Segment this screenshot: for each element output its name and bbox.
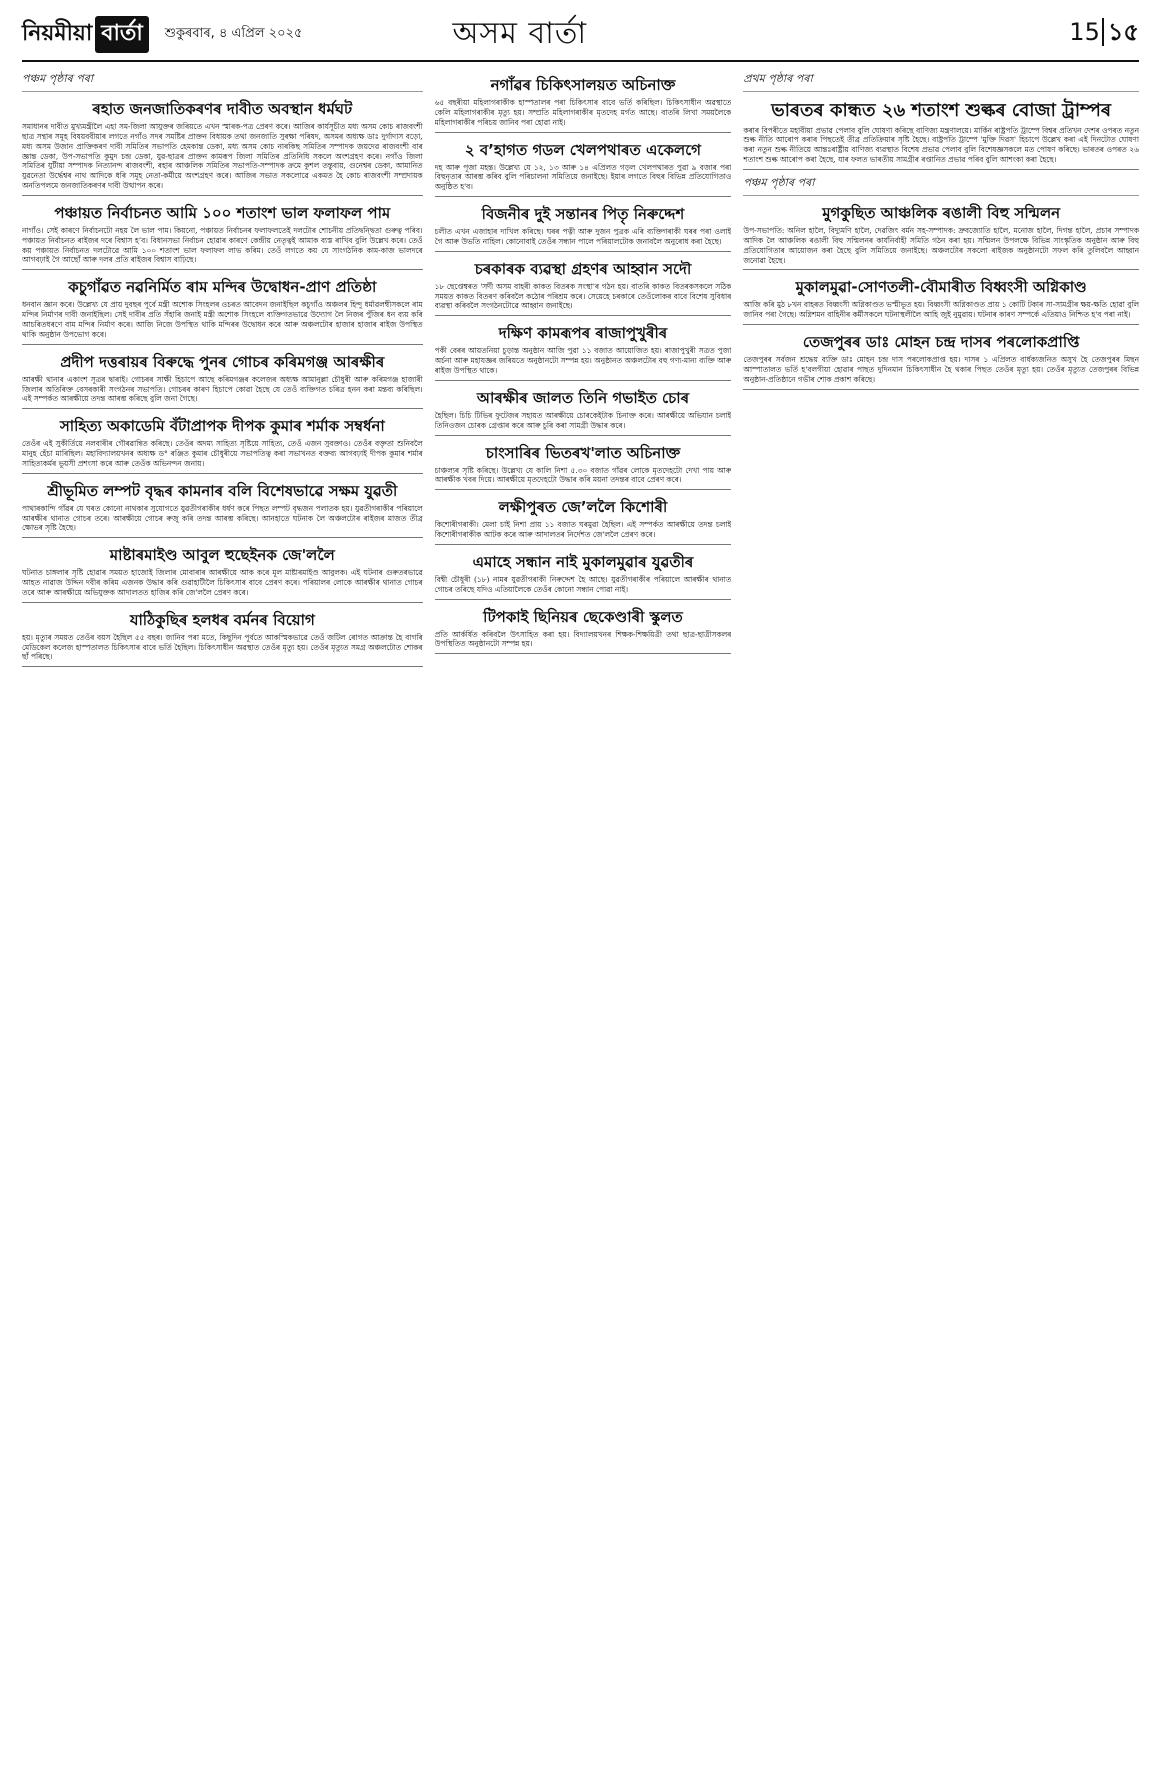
article-divider	[435, 544, 732, 545]
article-body: বিশ্বী চৌধুৰী (১৮) নামৰ যুৱতীগৰাকী নিৰুদ্দেশ হৈ আছে। যুৱতীগৰাকীৰ পৰিয়ালে আৰক্ষীৰ থানাত গোচৰ তৰিছে যদিও এতিয়ালৈকে তেওঁৰ কোনো সন্ধান পোৱা নাই।	[434, 574, 732, 594]
article-divider	[435, 435, 732, 436]
article-divider	[743, 169, 1139, 170]
article-headline: এমাহে সন্ধান নাই মুকালমুৱাৰ যুৱতীৰ	[472, 552, 694, 571]
article-headline: তেজপুৰৰ ডাঃ মোহন চন্দ্ৰ দাসৰ পৰলোকপ্ৰাপ্তি	[802, 333, 1080, 352]
article-body: কিশোৰীগৰাকী। মেলা চাই নিশা প্ৰায় ১১ বজাত ঘৰমুৱা হৈছিল। এই সম্পৰ্কত আৰক্ষীয়ে তদন্ত চলাই কিশোৰীগৰাকীক আটক কৰে আৰু আদালতৰ নিৰ্দেশত জে'ললৈ প্ৰেৰণ কৰে।	[434, 520, 732, 540]
column-3	[743, 68, 1139, 1776]
article-headline: কচুগাঁৱত নৱনিৰ্মিত ৰাম মন্দিৰ উদ্বোধন-প্ৰাণ প্ৰতিষ্ঠা	[68, 278, 377, 297]
article-divider	[743, 389, 1139, 390]
page-number-bn: ১৫	[1102, 18, 1139, 46]
article-list	[743, 204, 1139, 390]
article-divider	[435, 315, 732, 316]
article-body: ধনবান জ্ঞান কৰে। উল্লেখ্য যে প্ৰায় দুবছৰ পূৰ্বে মন্ত্ৰী অশোক সিংহলৰ ওচৰত আবেদন জনাইছিল কচুগাঁও অঞ্চলৰ হিন্দু ধৰ্মাৱলম্বীসকলে ৰাম মন্দিৰ নিৰ্মাণৰ দাবী জনাইছিল। সেই দাবীৰ প্ৰতি সঁহাৰি জনাই মন্ত্ৰী অশোক সিংহলে ব্যক্তিগতভাৱে উদ্যোগ লৈ নিজৰ পুঁজিৰ ধন ব্যয় কৰি আচৰিতধৰণে বাম মন্দিৰ নিৰ্মাণ কৰে। আজি নিজে উপস্থিত থাকি মন্দিৰৰ উদ্বোধন কৰে আৰু অঞ্চলটোৰ হাজাৰ হাজাৰ ৰাইজ উপস্থিত থাকি অনুষ্ঠান উপভোগ কৰে।	[22, 300, 423, 339]
article-divider	[435, 196, 732, 197]
article-headline: চাংসাৰিৰ ভিতৰখ'লাত অচিনাক্ত	[485, 443, 681, 462]
article-headline: পঞ্চায়ত নিৰ্বাচনত আমি ১০০ শতাংশ ভাল ফলাফল পাম	[54, 203, 391, 222]
article-list	[743, 100, 1139, 170]
article-body: আজি কৰি মুঠ ৮খন বাহৰত বিধ্বংসী অগ্নিকাণ্ডত ভস্মীভূত হয়। বিধ্বংসী অগ্নিকাণ্ডত প্ৰায় ১ কোটি টকাৰ সা-সামগ্ৰীৰ ক্ষয়-ক্ষতি হোৱা বুলি জানিব পৰা গৈছে। অগ্নিশমন বাহিনীৰ কৰ্মীসকলে ঘটনাস্থলীলৈ আহি জুই নুমুৱায়। ঘটনাৰ কাৰণ সম্পৰ্কে এতিয়াও নিশ্চিত হ'ব পৰা নাই।	[743, 300, 1139, 320]
article-body: হৈছিল। চিচি টিভিৰ ফুটেজৰ সহায়ত আৰক্ষীয়ে চোৰকেইটাক চিনাক্ত কৰে। আৰক্ষীয়ে অভিযান চলাই তিনিওজন চোৰক গ্ৰেপ্তাৰ কৰে আৰু চুৰি কৰা সামগ্ৰী উদ্ধাৰ কৰে।	[434, 410, 732, 430]
article-divider	[22, 269, 423, 270]
section-title: অসম বাৰ্তা	[452, 15, 588, 51]
page-number-en: 15	[1069, 18, 1100, 46]
column-2	[435, 68, 732, 1776]
article-headline: ৰহাত জনজাতিকৰণৰ দাবীত অবস্থান ধৰ্মঘট	[92, 100, 353, 118]
newspaper-logo	[22, 16, 149, 53]
article-body: প্ৰতি আৰ্কৰ্ষিত কৰিবলৈ উৎসাহিত কৰা হয়। বিদ্যালয়খনৰ শিক্ষক-শিক্ষয়িত্ৰী তথা ছাত্ৰ-ছাত্ৰীসকলৰ উপস্থিতিত অনুষ্ঠানটো সম্পন্ন হয়।	[434, 629, 732, 649]
article-headline: দক্ষিণ কামৰূপৰ ৰাজাপুখুৰীৰ	[498, 324, 668, 343]
article-headline: মাষ্টাৰমাইণ্ড আবুল হুছেইনক জে'ললৈ	[109, 546, 335, 565]
article-body: ১৮ ছেপ্তেম্বৰত 'সৰ্দী অসম বাহৰী কাকত বিতৰক সংস্থা'ৰ গঠন হয়। বাতৰি কাকত বিতৰকসকলে সঠিক সময়ত কাকত বিতৰণ কৰিবলৈ কঠোৰ পৰিশ্ৰম কৰে। সেয়েহে চৰকাৰে তেওঁলোকৰ বাবে বিশেষ সুবিধাৰ ব্যৱস্থা কৰিবলৈ সংগঠনটোৱে আহ্বান জনাইছে।	[434, 281, 732, 311]
article-body: নাগাঁও। সেই কাৰণে নিৰ্বাচনটো নহয় লৈ ভাল পাম। কিয়নো, পঞ্চায়ত নিৰ্বাচনৰ ফলাফলতেই দলটোৰ শোচনীয় প্ৰতিদ্বন্দ্বিতা গুৰুত্ব পৰিব। পঞ্চায়ত নিৰ্বাচনত ৰাইজৰ দৰে বিশ্বাস হ’ব। বিধানসভা নিৰ্বাচন হোৱাৰ কাৰণে কেন্দ্ৰীয় নেতৃত্বই আমাক ব্যস্ত ৰাখিব বুলি উল্লেখ কৰে। তেওঁ কয় পঞ্চায়ত নিৰ্বাচনত দলটোৱে আমি ১০০ শতাংশ ভাল ফলাফল লাভ কৰিম। তেওঁ লগতে কয় যে সাংগঠনিক কাম-কাজ ভালদৰে আগবঢ়াই গৈ আছোঁ আৰু দলৰ প্ৰতি ৰাইজৰ বিশ্বাস বাঢ়িছে।	[22, 225, 423, 265]
article-divider	[22, 473, 423, 474]
article-divider	[743, 324, 1139, 325]
article-divider	[22, 537, 423, 538]
article-headline: আৰক্ষীৰ জালত তিনি গভাইত চোৰ	[476, 388, 690, 407]
article-headline: চৰকাৰক ব্যৱস্থা গ্ৰহণৰ আহ্বান সদৌ	[474, 259, 692, 278]
continued-label: প্ৰথম পৃষ্ঠাৰ পৰা	[743, 70, 1139, 92]
article-body: চাঞ্চল্যৰ সৃষ্টি কৰিছে। উল্লেখ্য যে কালি নিশা ৫.৩০ বজাত গাঁৱৰ লোকে মৃতদেহটো দেখা পায় আৰু আৰক্ষীক খবৰ দিয়ে। আৰক্ষীয়ে মৃতদেহটো উদ্ধাৰ কৰি ময়না তদন্তৰ বাবে প্ৰেৰণ কৰে।	[434, 465, 732, 485]
article-divider	[22, 408, 423, 409]
article-body: তেজপুৰৰ সৰ্বজন শ্ৰদ্ধেয় ব্যক্তি ডাঃ মোহন চন্দ্ৰ দাস পৰলোকপ্ৰাপ্ত হয়। দাসৰ ১ এপ্ৰিলত বাৰ্ধক্যজনিত অসুখ হৈ তেজপুৰৰ মিছন আস্পাতালত ভৰ্তি হ'বলগীয়া হোৱাৰ পাছত দুদিনমান চিকিৎসাধীন হৈ থকাৰ পিছত তেওঁৰ মৃত্যু হয়। তেওঁৰ মৃত্যুত তেজপুৰৰ বিভিন্ন অনুষ্ঠান-প্ৰতিষ্ঠানে গভীৰ শোক প্ৰকাশ কৰিছে।	[743, 355, 1139, 384]
article-headline: মুকালমুৱা-সোণতলী-বৌমাৰীত বিধ্বংসী অগ্নিকাণ্ড	[795, 278, 1087, 297]
article-body: তেওঁৰ এই সুকীৰ্তিয়ে নলবাৰীৰ গৌৰৱান্বিত কৰিছে। তেওঁৰ অদম্য সাহিত্য সৃষ্টিয়ে সাহিত্য, তেওঁ এজন সুবক্তাও। তেওঁৰ বক্তৃতা শুনিবলৈ মানুহ হেঁচা মাৰিছিল। মহাবিদ্যালয়খনৰ অধ্যক্ষ ড° ৰঞ্জিত কুমাৰ চৌধুৰীয়ে সভাপতিত্ব কৰা সভাখনত বক্তব্য আগবঢ়াই দীপক কুমাৰ শৰ্মাৰ সাহিত্যকৰ্মৰ ভূয়সী প্ৰশংসা কৰে আৰু তেওঁক অভিনন্দন জনায়।	[22, 439, 423, 468]
article-body: ঘটনাত চাঙ্গলাৰ সৃষ্টি হোৱাৰ সময়ত হাজোই জিলাৰ মোবাৰাৰ আৰক্ষীয়ে আক কৰে মূল মাষ্টাৰমাইণ্ড আবুলক। এই ঘটনাৰ গুৰুতৰভাৱে আহত নাৱাজ উদ্দিন দবীৰ কৰিম এজনক উদ্ধাৰ কৰি গুৱাহাটীলৈ চিকিৎসাৰ বাবে প্ৰেৰণ কৰে। পৰিয়ালৰ লোকে আৰক্ষীৰ থানাত গোচৰ তৰে আৰু আৰক্ষীয়ে অভিযুক্তক আদালতত হাজিৰ কৰি জে'ললৈ প্ৰেৰণ কৰে।	[22, 568, 423, 597]
article-headline: প্ৰদীপ দত্তৰায়ৰ বিৰুদ্ধে পুনৰ গোচৰ কৰিমগঞ্জ আৰক্ষীৰ	[60, 352, 385, 371]
article-headline: টিপকাই ছিনিয়ৰ ছেকেণ্ডাৰী স্কুলত	[483, 607, 683, 626]
article-divider	[22, 344, 423, 345]
article-body: ৬৫ বছৰীয়া মহিলাগৰাকীক হাস্পতালৰ পৰা চিকিৎসাৰ বাবে ভৰ্তি কৰিছিল। চিকিৎসাধীন অৱস্থাতে কেলি মহিলাগৰাকীৰ মৃত্যু হয়। সম্প্ৰতি মহিলাগৰাকীৰ মৃতদেহ মৰ্গত আছে। বাতৰি লিখা সময়লৈকে মহিলাগৰাকীৰ পৰিচয় জানিব পৰা হোৱা নাই।	[434, 98, 732, 127]
article-divider	[435, 380, 732, 381]
article-headline: নগাঁৱৰ চিকিৎসালয়ত অচিনাক্ত	[490, 76, 676, 94]
article-divider	[22, 666, 423, 667]
logo-part-1: নিয়মীয়া	[22, 20, 93, 46]
article-body: পকী বেৰৰ আয়তনিয়া চুড়ান্ত অনুষ্ঠান আজি পুৱা ১১ বজাত আয়োজিত হয়। ৰাজাপুখুৰী সত্ৰত পুজা অৰ্চনা আৰু মহাযজ্ঞৰ জৰিয়তে অনুষ্ঠানটো সম্পন্ন হয়। অনুষ্ঠানত অঞ্চলটোৰ বহু গণ্য-মান্য ব্যক্তি আৰু ৰাইজ উপস্থিত থাকে।	[434, 346, 732, 375]
article-headline: যাঠিকুছিৰ হলধৰ বৰ্মনৰ বিয়োগ	[129, 610, 315, 629]
article-headline: লক্ষীপুৰত জে’ললৈ কিশোৰী	[498, 498, 668, 517]
article-divider	[22, 602, 423, 603]
columns	[22, 68, 1139, 1776]
masthead	[22, 8, 1139, 62]
article-divider	[435, 599, 732, 600]
article-body: কৰাৰ বিপৰীতে মহাবীয়া প্ৰভাৱ পেলাব বুলি ঘোষণা কৰিছে বাণিজ্য মন্ত্ৰণালয়ে। মাৰ্কিন ৰাষ্ট্ৰপতি ট্ৰাম্পে বিশ্বৰ প্ৰতিখন দেশৰ ওপৰত নতুন শুল্ক নীতি আৰোপ কৰাৰ পিছতেই তীব্ৰ প্ৰতিক্ৰিয়াৰ সৃষ্টি হৈছে। বাষ্ট্ৰপতি ট্ৰাম্পে 'মুক্তি দিৱস' হিচাপে উল্লেখ কৰা এই দিনটোত ঘোষণা কৰা নতুন শুল্ক নীতিয়ে আন্তঃৰাষ্ট্ৰীয় বাণিজ্য ব্যৱস্থাত বিশেষ প্ৰভাৱ পেলাব বুলি বিশেষজ্ঞসকলে মত পোষণ কৰিছে। ভাৰতৰ ওপৰত ২৬ শতাংশ শুল্ক আৰোপ কৰা হৈছে, যাৰ ফলত ভাৰতীয় সামগ্ৰীৰ ৰপ্তানিত প্ৰভাৱ পৰিব বুলি আশংকা কৰা হৈছে।	[743, 125, 1139, 165]
column-1	[22, 68, 423, 1776]
article-divider	[435, 251, 732, 252]
article-body: উপ-সভাপতি: অনিল হালৈ, বিদ্যুমণি হালৈ, দেৱজিৎ বৰ্মন সহ-সম্পাদক: দ্ৰুবজ্যোতি হালৈ, মনোজ হালৈ, দিগন্ত হালৈ, প্ৰচাৰ সম্পাদক আদিক লৈ আঞ্চলিক ৰঙালী বিহু সন্মিলনৰ কাৰ্যনিৰ্বাহী সমিতি গঠন কৰা হয়। সন্মিলন উপলক্ষে বিভিন্ন সাংস্কৃতিক অনুষ্ঠান আৰু বিহু প্ৰতিযোগিতাৰ আয়োজন কৰা হৈছে বুলি সমিতিয়ে জনাইছে। অঞ্চলটোৰ সকলো ৰাইজক অনুষ্ঠানটো সফল কৰি তুলিবলৈ আহ্বান জনোৱা হৈছে।	[743, 225, 1139, 265]
article-divider	[435, 489, 732, 490]
article-body: আৰক্ষী থানাৰ একাংশ সূত্ৰৰ দ্বাৰাই। গোচৰৰ সাক্ষী হিচাপে আছে কৰিমগঞ্জৰ কলেজৰ অধ্যক্ষ আমানুল্লা চৌধুৰী আৰু কৰিমগঞ্জ হাজাৰী জিলাৰ অতিৰিক্ত বেসৰকাৰী সংগঠনৰ সভাপতি। গোচৰৰ কাৰণ হিচাপে কোৱা হৈছে যে তেওঁ ব্যক্তিগত চৰিত্ৰ হনন কৰা মন্তব্য কৰিছিল। এই সম্পৰ্কত আৰক্ষীয়ে তদন্ত আৰম্ভ কৰিছে বুলি জনা গৈছে।	[22, 374, 423, 404]
continued-label: পঞ্চম পৃষ্ঠাৰ পৰা	[743, 174, 1139, 196]
article-body: পাথাৰকান্দি গাঁৱৰ যে ঘৰত কোনো নাথকাৰ সুযোগতে যুৱতীগৰাকীৰ ধৰ্ষণ কৰে পিছত লম্পট বৃদ্ধজন পলাতক হয়। যুৱতীগৰাকীৰ পৰিয়ালে আৰক্ষীৰ থানাত গোচৰ তৰে। আৰক্ষীয়ে গোচৰ ৰুজু কৰি তদন্ত আৰম্ভ কৰিছে। আনহাতে ঘটনাক লৈ অঞ্চলটোৰ ৰাইজৰ মাজত তীব্ৰ ক্ষোভৰ সৃষ্টি হৈছে।	[22, 503, 423, 533]
article-headline: সাহিত্য অকাডেমি বঁটাপ্ৰাপক দীপক কুমাৰ শৰ্মাক সম্বৰ্ধনা	[59, 417, 385, 436]
article-divider	[435, 132, 732, 133]
article-body: হয়। মৃত্যুৰ সময়ত তেওঁৰ বয়স হৈছিল ৫৫ বছৰ। জানিব পৰা মতে, কিছুদিন পূৰ্বতে আকস্মিকভাৱে তেওঁ জটিল ৰোগত আক্ৰান্ত হৈ বাগৰি মেডিকেল কলেজ হাস্পতালত চিকিৎসাৰ বাবে ভৰ্তি হৈছিল। চিকিৎসাধীন অৱস্থাত তেওঁৰ মৃত্যু হয়। তেওঁৰ মৃত্যুত সমগ্ৰ অঞ্চলটোত শোকৰ ছাঁ পৰিছে।	[22, 632, 423, 662]
article-headline: ভাৰতৰ কান্ধত ২৬ শতাংশ শুল্কৰ বোজা ট্ৰাম্পৰ	[771, 100, 1112, 121]
article-divider	[743, 269, 1139, 270]
article-divider	[435, 653, 732, 654]
article-body: চলীত এখন এজাহাৰ দাখিল কৰিছে। ঘৰৰ পত্নী আৰু দুজন পুত্ৰক এৰি ব্যক্তিগৰাকী ঘৰৰ পৰা ওলাই গৈ আৰু উভতি নাহিল। কোনোবাই তেওঁৰ সন্ধান পালে পৰিয়ালটোক জনাবলৈ অনুৰোধ কৰা হৈছে।	[434, 227, 732, 246]
dateline: শুকুৰবাৰ, ৪ এপ্ৰিল ২০২৫	[164, 25, 303, 41]
article-headline: ২ ব’হাগত গডল খেলপথাৰত একেলগে	[464, 140, 702, 159]
article-list	[435, 76, 732, 654]
article-body: সমাধানৰ দাবীত মুখ্যমন্ত্ৰীলৈ এহা সম-জিলা আযুক্তৰ জৰিয়তে এখন স্মাৰক-পত্ৰ প্ৰেৰণ কৰে। আজিৰ কাৰ্যসূচীত মধ্য অসম কোচ ৰাজবংশী ছাত্ৰ সন্থাৰ সমূহ বিষয়ববীয়াৰ লগতে নগাঁও সদৰ সমষ্টিৰ প্ৰাক্তন বিধায়ক তথা জনজাতি সুৰক্ষা পৰিষদ, অসমৰ অধ্যক্ষ ডাঃ দুৰ্গাদাস বড়ো, মধ্য অসম উজান প্ৰাক্তিকৰণ দাবী সমিতিৰ সভাপতি হেমকান্ত ডেকা, মধ্য অসম কোচ নাৰকিছ সমিতিৰ সম্পাদক জয়দেৱ ৰাজবংশী বাৰ জ্ঞান্ত ডেকা, উপ-সভাপতি কুমুদ চন্দ্ৰ ডেকা, যুৱ-ছাত্ৰৰ প্ৰাক্তন কামৰূপ জিলা সমিতিৰ প্ৰতিনিধি সকলে অংশগ্ৰহণ কৰে। নগাঁও জিলা সমিতিৰ যুটীয়া সম্পাদক নিত্যানন্দ ৰাজবংশী, ৰহাৰ আঞ্চলিক সমিতিৰ সভাপতি-সম্পাদক ক্ৰমে কুশল তন্তুবায়, গুনেশ্বৰ ডেকা, আমানিত যুৱনেতা উৰ্দ্ধেশ্বৰ নাথ আদিকে ধৰি সমূহ নেতা-কৰ্মীয়ে অংশগ্ৰহণ কৰে। আজিৰ সভাত সকলোৱে একমত হৈ কোচ ৰাজবংশী সম্প্ৰদায়ক অনতিপলমে জনজাতিকৰণৰ দাবী উত্থাপন কৰে।	[22, 122, 423, 191]
article-headline: মুগকুছিত আঞ্চলিক ৰঙালী বিহু সন্মিলন	[822, 203, 1061, 222]
article-list	[22, 100, 423, 667]
logo-part-2: বাৰ্তা	[95, 16, 149, 53]
page-number	[1069, 14, 1139, 54]
continued-label: পঞ্চম পৃষ্ঠাৰ পৰা	[22, 70, 423, 92]
article-divider	[22, 195, 423, 196]
article-headline: বিজনীৰ দুই সন্তানৰ পিতৃ নিৰুদ্দেশ	[481, 205, 685, 224]
article-headline: শ্ৰীভূমিত লম্পট বৃদ্ধৰ কামনাৰ বলি বিশেষভাৱে সক্ষম যুৱতী	[47, 481, 398, 500]
article-body: দহ আৰু পূজা মহন্ত। উল্লেখ্য যে ১২, ১৩ আৰু ১৪ এপ্ৰিলত গড়ল খেলপথাৰত পুৱা ৯ বজাৰ পৰা বিহুনৃত্যৰ আৰম্ভ কৰিব বুলি পৰিচালনা সমিতিয়ে জনাইছে। ইয়াৰ লগতে বিহুৰ বিভিন্ন প্ৰতিযোগিতাও অনুষ্ঠিত হ'ব।	[434, 162, 732, 192]
